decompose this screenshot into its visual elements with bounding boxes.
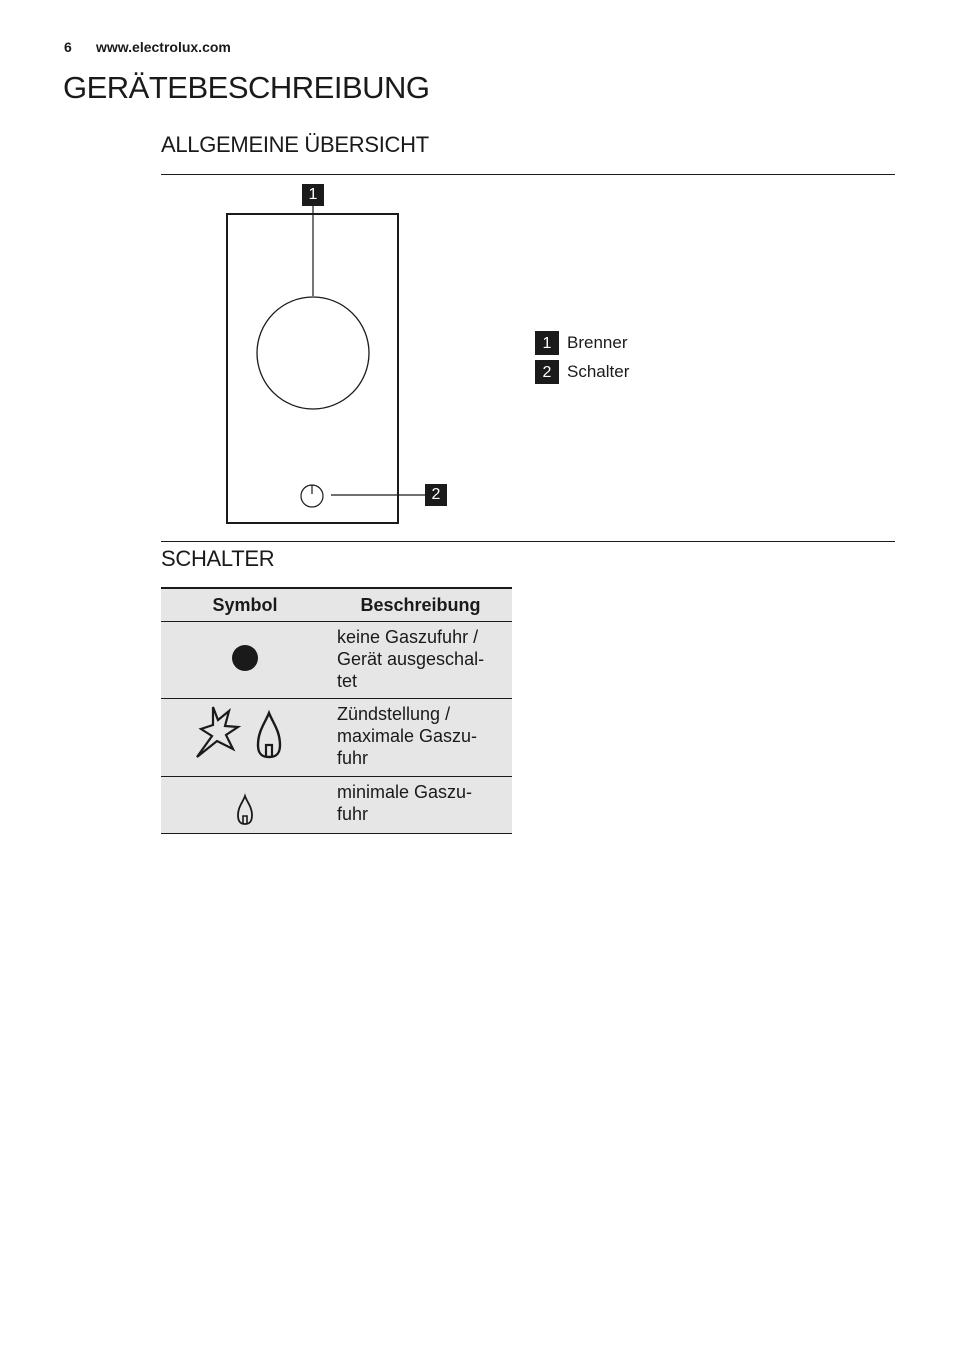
column-header-description: Beschreibung (329, 588, 512, 622)
symbol-cell (161, 699, 329, 777)
table-row (161, 622, 512, 699)
table-row (161, 699, 512, 777)
description-line: Zündstellung / (337, 704, 451, 724)
page-title: GERÄTEBESCHREIBUNG (63, 70, 430, 105)
legend-item-schalter (535, 360, 629, 384)
callout-1: 1 (302, 184, 324, 206)
description-cell (329, 777, 512, 834)
hob-diagram (160, 180, 460, 535)
description-line: maximale Gaszu- (337, 726, 478, 746)
switch-divider (161, 541, 895, 542)
legend-number: 2 (535, 360, 559, 384)
spark-and-large-flame-icon (195, 705, 295, 765)
table-row (161, 777, 512, 834)
legend-label: Schalter (567, 362, 630, 381)
description-line: keine Gaszufuhr / (337, 627, 479, 647)
table-header-row (161, 588, 512, 622)
description-cell (329, 622, 512, 699)
filled-circle-icon (230, 643, 260, 673)
legend-item-brenner (535, 331, 627, 355)
website-url: www.electrolux.com (96, 39, 231, 55)
description-line: minimale Gaszu- (337, 782, 473, 802)
description-line: fuhr (337, 748, 369, 768)
legend-number: 1 (535, 331, 559, 355)
switch-table (161, 587, 512, 834)
callout-2: 2 (425, 484, 447, 506)
overview-divider (161, 174, 895, 175)
legend-label: Brenner (567, 333, 628, 352)
description-cell (329, 699, 512, 777)
page-number: 6 (64, 39, 72, 55)
switch-heading: SCHALTER (161, 546, 275, 571)
column-header-symbol: Symbol (161, 588, 329, 622)
small-flame-icon (233, 793, 257, 827)
symbol-cell (161, 622, 329, 699)
description-line: fuhr (337, 804, 369, 824)
overview-heading: ALLGEMEINE ÜBERSICHT (161, 132, 429, 157)
description-line: tet (337, 671, 358, 691)
symbol-cell (161, 777, 329, 834)
description-line: Gerät ausgeschal- (337, 649, 485, 669)
